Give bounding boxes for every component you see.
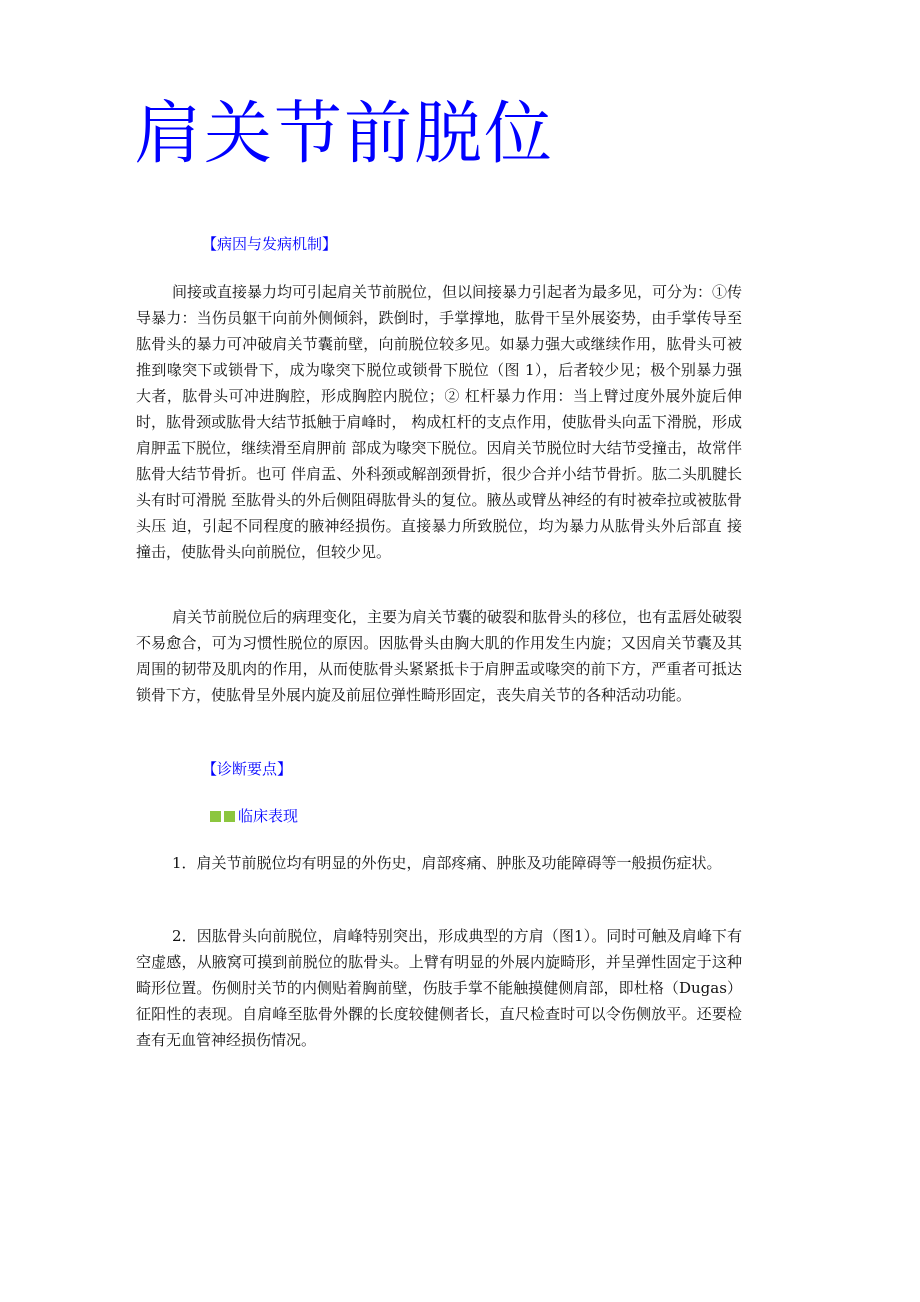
green-square-icon [224, 811, 235, 822]
subheading-label: 临床表现 [238, 807, 299, 825]
page-title: 肩关节前脱位 [134, 95, 555, 174]
section-heading-etiology: 【病因与发病机制】 [202, 235, 338, 253]
paragraph-clinical-point-2: 2．因肱骨头向前脱位，肩峰特别突出，形成典型的方肩（图1）。同时可触及肩峰下有空虚感，从腋窝可摸到前脱位的肱骨头。上臂有明显的外展内旋畸形，并呈弹性固定于这种畸形位置。伤侧肘关节的内侧贴着胸前壁，伤肢手掌不能触摸健侧肩部，即杜格（Dugas）征阳性的表现。自肩峰至肱骨外髁的长度较健侧者长，直尺检查时可以令伤侧放平。还要检查有无血管神经损伤情况。 [136, 927, 742, 1049]
green-square-icon [210, 811, 221, 822]
paragraph-pathology: 肩关节前脱位后的病理变化，主要为肩关节囊的破裂和肱骨头的移位，也有盂唇处破裂不易愈合，可为习惯性脱位的原因。因肱骨头由胸大肌的作用发生内旋；又因肩关节囊及其周围的韧带及肌肉的作用，从而使肱骨头紧紧抵卡于肩胛盂或喙突的前下方，严重者可抵达锁骨下方，使肱骨呈外展内旋及前屈位弹性畸形固定，丧失肩关节的各种活动功能。 [136, 608, 743, 704]
subheading-clinical-manifestations [210, 804, 298, 828]
paragraph-etiology-mechanism: 间接或直接暴力均可引起肩关节前脱位，但以间接暴力引起者为最多见，可分为：①传导暴力：当伤员躯干向前外侧倾斜，跌倒时，手掌撑地，肱骨干呈外展姿势，由手掌传导至肱骨头的暴力可冲破肩关节囊前壁，向前脱位较多见。如暴力强大或继续作用，肱骨头可被推到喙突下或锁骨下，成为喙突下脱位或锁骨下脱位（图 1），后者较少见；极个别暴力强大者，肱骨头可冲进胸腔，形成胸腔内脱位；② 杠杆暴力作用：当上臂过度外展外旋后伸时，肱骨颈或肱骨大结节抵触于肩峰时， 构成杠杆的支点作用，使肱骨头向盂下滑脱，形成肩胛盂下脱位，继续滑至肩胛前 部成为喙突下脱位。因肩关节脱位时大结节受撞击，故常伴肱骨大结节骨折。也可 伴肩盂、外科颈或解剖颈骨折，很少合并小结节骨折。肱二头肌腱长头有时可滑脱 至肱骨头的外后侧阻碍肱骨头的复位。腋丛或臂丛神经的有时被牵拉或被肱骨头压 迫，引起不同程度的腋神经损伤。直接暴力所致脱位，均为暴力从肱骨头外后部直 接撞击，使肱骨头向前脱位，但较少见。 [136, 283, 743, 561]
section-heading-diagnosis: 【诊断要点】 [202, 760, 293, 778]
paragraph-clinical-point-1: 1．肩关节前脱位均有明显的外伤史，肩部疼痛、肿胀及功能障碍等一般损伤症状。 [172, 854, 722, 872]
